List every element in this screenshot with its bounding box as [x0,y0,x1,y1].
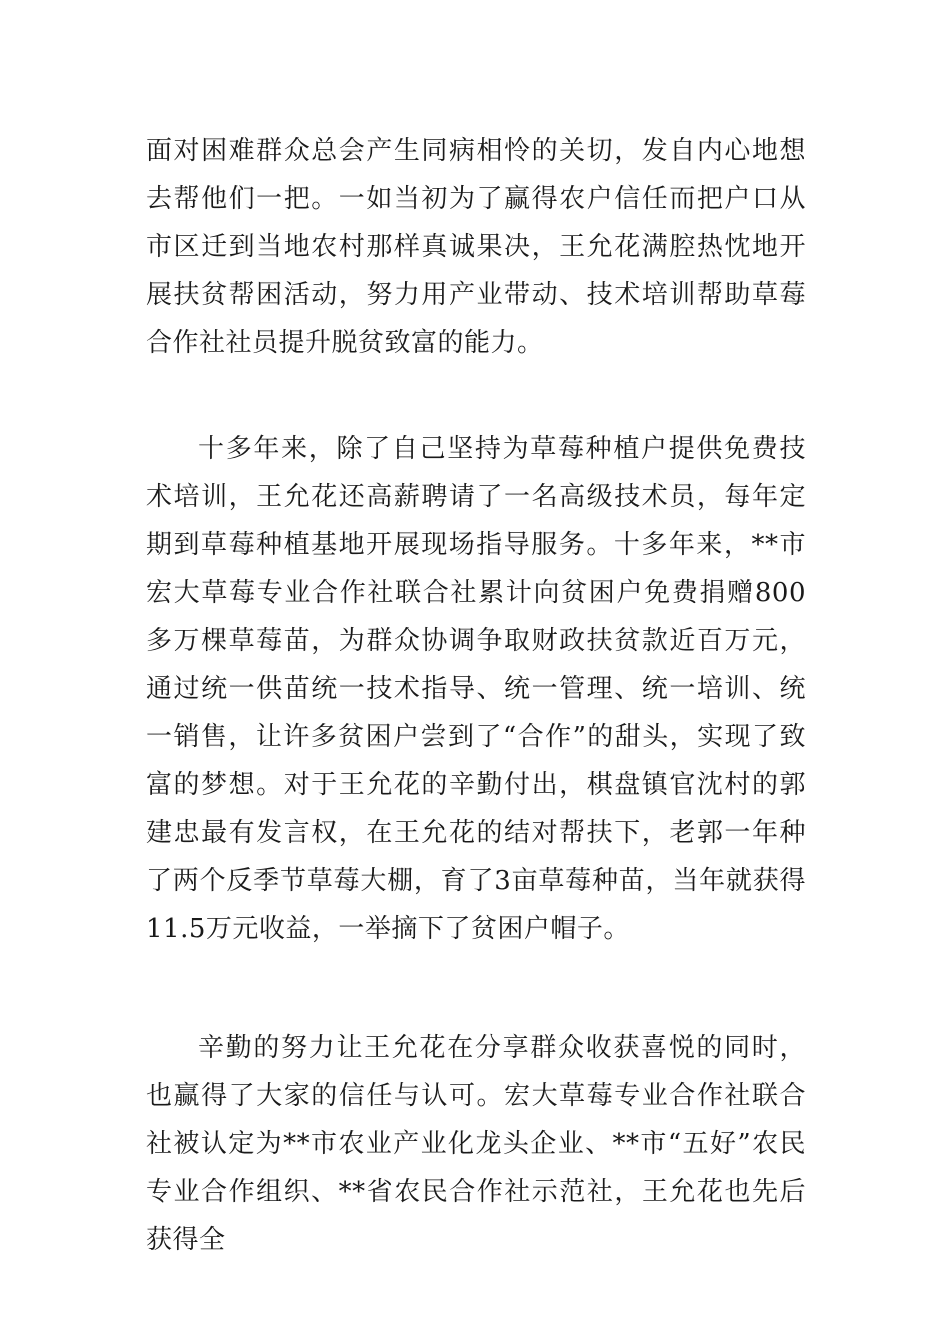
paragraph-2: 十多年来，除了自己坚持为草莓种植户提供免费技术培训，王允花还高薪聘请了一名高级技术员，每年定期到草莓种植基地开展现场指导服务。十多年来，**市宏大草莓专业合作社联合社累计向贫困户免费捐赠800多万棵草莓苗，为群众协调争取财政扶贫款近百万元，通过统一供苗统一技术指导、统一管理、统一培训、统一销售，让许多贫困户尝到了“合作”的甜头，实现了致富的梦想。对于王允花的辛勤付出，棋盘镇官沈村的郭建忠最有发言权，在王允花的结对帮扶下，老郭一年种了两个反季节草莓大棚，育了3亩草莓种苗，当年就获得11.5万元收益，一举摘下了贫困户帽子。 [146,434,806,944]
paragraph-3: 辛勤的努力让王允花在分享群众收获喜悦的同时，也赢得了大家的信任与认可。宏大草莓专业合作社联合社被认定为**市农业产业化龙头企业、**市“五好”农民专业合作组织、**省农民合作社示范社，王允花也先后获得全 [146,1033,806,1255]
paragraph-1: 面对困难群众总会产生同病相怜的关切，发自内心地想去帮他们一把。一如当初为了赢得农户信任而把户口从市区迁到当地农村那样真诚果决，王允花满腔热忱地开展扶贫帮困活动，努力用产业带动、技术培训帮助草莓合作社社员提升脱贫致富的能力。 [146,136,806,358]
